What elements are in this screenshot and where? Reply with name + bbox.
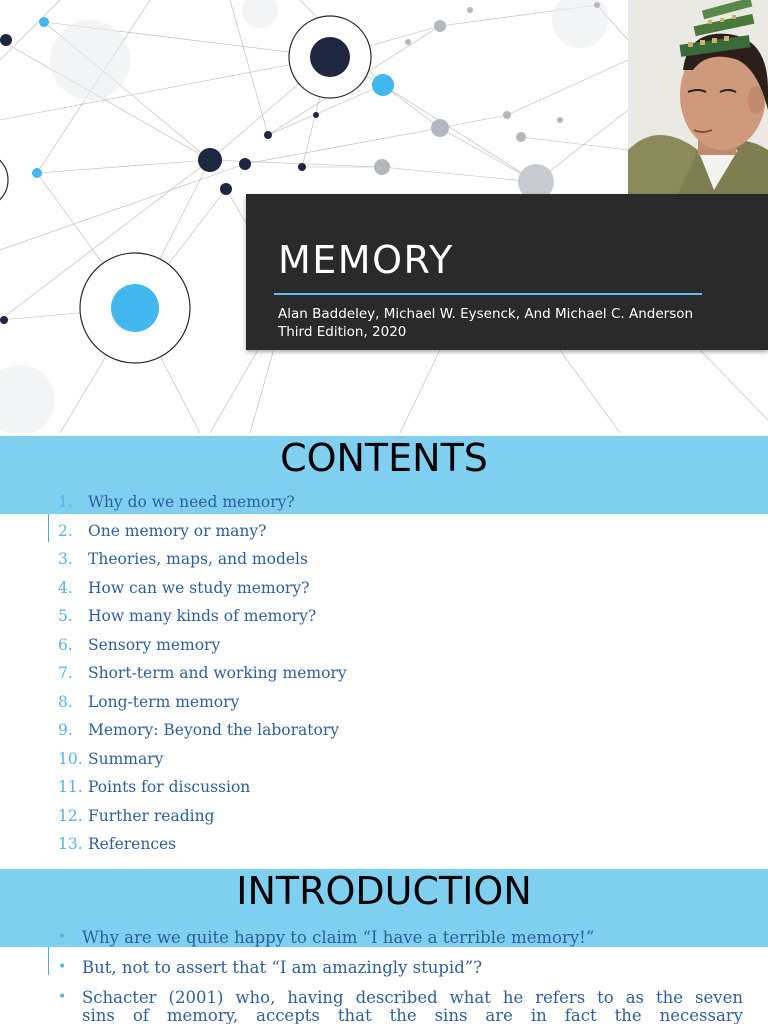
contents-item-text: References <box>88 835 177 853</box>
contents-item-text: Summary <box>88 749 164 768</box>
contents-item-text: Theories, maps, and models <box>88 550 308 568</box>
contents-item-text: Short-term and working memory <box>88 664 347 682</box>
contents-item-number: 9. <box>58 721 73 739</box>
contents-item-number: 7. <box>58 664 73 682</box>
contents-item-number: 8. <box>58 692 73 711</box>
bullet-text: Why are we quite happy to claim “I have a terrible memory!” <box>82 928 595 947</box>
contents-item-number: 5. <box>58 607 73 625</box>
bullet-item <box>58 958 743 977</box>
slide-title: MEMORY <box>278 238 454 282</box>
title-slide <box>0 0 768 433</box>
contents-item-number: 13. <box>58 835 83 853</box>
contents-item-text: How can we study memory? <box>88 578 310 597</box>
title-divider <box>274 293 702 295</box>
subtitle-edition: Third Edition, 2020 <box>278 324 407 340</box>
bullet-icon: • <box>58 929 67 945</box>
contents-item-text: Further reading <box>88 806 215 825</box>
title-box <box>246 194 768 350</box>
contents-title: CONTENTS <box>280 436 488 480</box>
slide-subtitle <box>278 305 693 341</box>
contents-item-text: How many kinds of memory? <box>88 607 317 625</box>
bullet-item <box>58 988 743 1024</box>
contents-item-number: 2. <box>58 521 73 540</box>
contents-slide <box>0 436 768 866</box>
bullet-text-line: Schacter (2001) who, having described what he refers to as the seven <box>82 988 743 1007</box>
subtitle-authors: Alan Baddeley, Michael W. Eysenck, And Michael C. Anderson <box>278 306 694 322</box>
contents-item-number: 3. <box>58 550 73 568</box>
contents-item-text: Long-term memory <box>88 692 240 711</box>
contents-item-number: 6. <box>58 635 73 654</box>
bullet-icon: • <box>58 959 67 975</box>
contents-item-text: Points for discussion <box>88 778 251 796</box>
bullet-item <box>58 928 743 947</box>
bullet-icon: • <box>58 989 67 1005</box>
contents-item-number: 1. <box>58 493 73 511</box>
introduction-title: INTRODUCTION <box>236 869 532 913</box>
contents-item-number: 11. <box>58 778 83 796</box>
author-photo <box>628 0 768 194</box>
contents-item-text: Sensory memory <box>88 635 221 654</box>
slide-edge-marker <box>48 514 49 542</box>
slide-edge-marker <box>48 947 49 975</box>
contents-item-number: 10. <box>58 749 83 768</box>
bullet-text: But, not to assert that “I am amazingly stupid”? <box>82 958 483 977</box>
bullet-text-line: sins of memory, accepts that the sins are in fact the necessary <box>82 1006 743 1024</box>
contents-item-number: 4. <box>58 578 73 597</box>
contents-item-text: Memory: Beyond the laboratory <box>88 721 340 739</box>
contents-item-number: 12. <box>58 806 83 825</box>
contents-item-text: One memory or many? <box>88 521 267 540</box>
introduction-slide <box>0 869 768 1024</box>
contents-item-text: Why do we need memory? <box>88 493 295 511</box>
